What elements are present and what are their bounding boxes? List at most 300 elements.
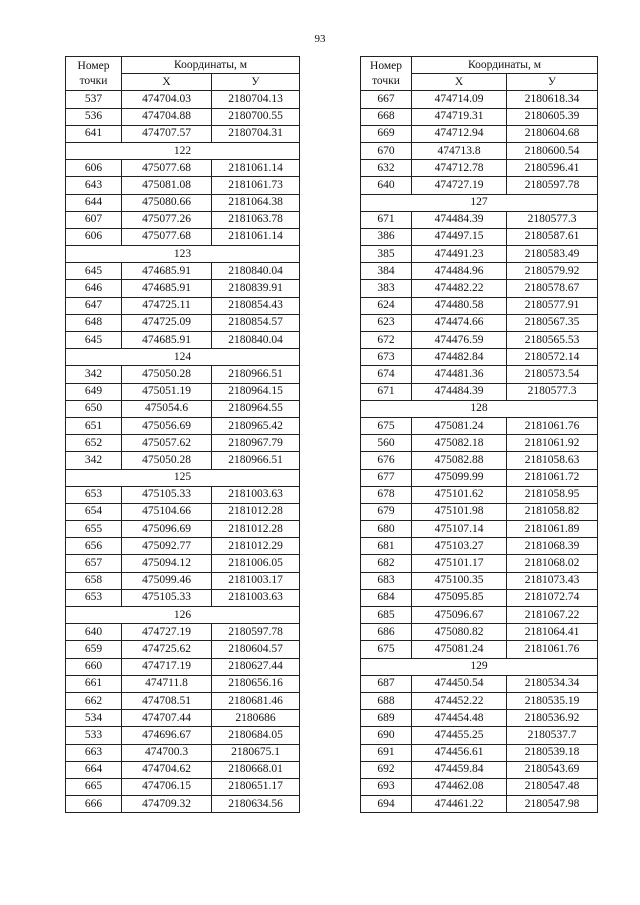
x-coordinate-cell: 474685.91 [122,332,212,349]
point-number-cell: 385 [361,246,412,263]
point-number-cell: 640 [66,624,122,641]
point-number-cell: 623 [361,314,412,331]
point-number-cell: 691 [361,744,412,761]
x-coordinate-cell: 474725.09 [122,314,212,331]
point-number-cell: 560 [361,435,412,452]
table-row [361,228,598,245]
y-coordinate-cell: 2181012.28 [212,503,300,520]
point-number-cell: 533 [66,727,122,744]
table-row [361,538,598,555]
point-number-cell: 666 [66,796,122,813]
x-coordinate-cell: 474484.96 [412,263,507,280]
table-row [66,366,300,383]
point-number-cell: 650 [66,400,122,417]
table-row [361,177,598,194]
table-row [66,297,300,314]
point-number-cell: 645 [66,332,122,349]
table-row [66,211,300,228]
x-coordinate-cell: 475077.68 [122,160,212,177]
y-coordinate-cell: 2180547.48 [507,778,598,795]
x-coordinate-cell: 475051.19 [122,383,212,400]
table-row [361,727,598,744]
x-coordinate-cell: 474725.11 [122,297,212,314]
x-coordinate-cell: 475050.28 [122,452,212,469]
table-row [361,280,598,297]
section-number: 124 [66,349,300,366]
point-number-cell: 672 [361,332,412,349]
x-coordinate-cell: 474484.39 [412,383,507,400]
point-number-cell: 668 [361,108,412,125]
point-header-line2: точки [79,74,108,87]
point-number-cell: 640 [361,177,412,194]
point-number-cell: 654 [66,503,122,520]
y-coordinate-cell: 2181061.73 [212,177,300,194]
x-coordinate-cell: 474712.78 [412,160,507,177]
x-coordinate-cell: 474491.23 [412,246,507,263]
table-row [361,297,598,314]
y-coordinate-cell: 2181064.41 [507,624,598,641]
y-coordinate-cell: 2180854.57 [212,314,300,331]
table-row [361,469,598,486]
x-coordinate-cell: 474474.66 [412,314,507,331]
table-row [361,624,598,641]
y-coordinate-cell: 2181058.63 [507,452,598,469]
point-number-cell: 683 [361,572,412,589]
point-number-cell: 651 [66,417,122,434]
point-number-cell: 660 [66,658,122,675]
y-header: У [507,74,598,91]
point-number-cell: 606 [66,228,122,245]
point-number-cell: 678 [361,486,412,503]
point-number-cell: 669 [361,125,412,142]
section-number: 129 [361,658,598,675]
table-row [361,503,598,520]
table-row [66,314,300,331]
y-coordinate-cell: 2180547.98 [507,796,598,813]
section-row [66,246,300,263]
table-row [66,417,300,434]
table-row [361,796,598,813]
point-number-cell: 632 [361,160,412,177]
y-coordinate-cell: 2181067.22 [507,607,598,624]
point-number-cell: 641 [66,125,122,142]
y-coordinate-cell: 2180578.67 [507,280,598,297]
y-coordinate-cell: 2180839.91 [212,280,300,297]
table-row [66,641,300,658]
y-coordinate-cell: 2180604.68 [507,125,598,142]
y-coordinate-cell: 2180627.44 [212,658,300,675]
y-coordinate-cell: 2181058.82 [507,503,598,520]
point-number-cell: 671 [361,383,412,400]
point-number-cell: 643 [66,177,122,194]
table-row [361,692,598,709]
x-coordinate-cell: 475096.67 [412,607,507,624]
y-header: У [212,74,300,91]
table-row [66,160,300,177]
table-row [66,383,300,400]
x-coordinate-cell: 475096.69 [122,521,212,538]
table-row [361,572,598,589]
point-number-cell: 680 [361,521,412,538]
table-row [361,761,598,778]
table-row [66,228,300,245]
x-coordinate-cell: 474714.09 [412,91,507,108]
table-row [361,417,598,434]
table-row [361,589,598,606]
x-coordinate-cell: 474696.67 [122,727,212,744]
table-row [361,486,598,503]
point-number-cell: 673 [361,349,412,366]
table-row [66,263,300,280]
y-coordinate-cell: 2181061.76 [507,641,598,658]
x-coordinate-cell: 475100.35 [412,572,507,589]
table-row [66,503,300,520]
point-number-cell: 693 [361,778,412,795]
y-coordinate-cell: 2181063.78 [212,211,300,228]
section-number: 122 [66,142,300,159]
x-coordinate-cell: 474707.44 [122,710,212,727]
table-row [361,91,598,108]
point-number-cell: 648 [66,314,122,331]
table-row [66,194,300,211]
x-coordinate-cell: 475050.28 [122,366,212,383]
table-row [66,538,300,555]
y-coordinate-cell: 2180583.49 [507,246,598,263]
point-number-cell: 537 [66,91,122,108]
x-coordinate-cell: 475077.26 [122,211,212,228]
point-number-cell: 681 [361,538,412,555]
coordinates-table-left [65,56,300,813]
coordinates-body-left [66,91,300,813]
section-row [66,349,300,366]
y-coordinate-cell: 2180537.7 [507,727,598,744]
y-coordinate-cell: 2180854.43 [212,297,300,314]
point-number-cell: 342 [66,452,122,469]
point-header-line1: Номер [77,59,110,72]
x-coordinate-cell: 475101.17 [412,555,507,572]
point-number-cell: 607 [66,211,122,228]
coordinates-body-right [361,91,598,813]
x-coordinate-cell: 474456.61 [412,744,507,761]
y-coordinate-cell: 2181064.38 [212,194,300,211]
section-row [361,194,598,211]
section-number: 127 [361,194,598,211]
x-coordinate-cell: 474497.15 [412,228,507,245]
x-coordinate-cell: 474707.57 [122,125,212,142]
y-coordinate-cell: 2181061.92 [507,435,598,452]
x-coordinate-cell: 474461.22 [412,796,507,813]
y-coordinate-cell: 2180966.51 [212,452,300,469]
y-coordinate-cell: 2181061.14 [212,228,300,245]
y-coordinate-cell: 2180684.05 [212,727,300,744]
table-row [361,314,598,331]
y-coordinate-cell: 2180565.53 [507,332,598,349]
y-coordinate-cell: 2181061.14 [212,160,300,177]
point-number-cell: 684 [361,589,412,606]
y-coordinate-cell: 2180577.3 [507,383,598,400]
point-number-cell: 384 [361,263,412,280]
point-number-cell: 656 [66,538,122,555]
page-number: 93 [314,33,326,45]
y-coordinate-cell: 2180572.14 [507,349,598,366]
y-coordinate-cell: 2180587.61 [507,228,598,245]
point-number-cell: 386 [361,228,412,245]
y-coordinate-cell: 2180577.91 [507,297,598,314]
table-row [361,349,598,366]
table-row [361,383,598,400]
point-number-cell: 649 [66,383,122,400]
y-coordinate-cell: 2180686 [212,710,300,727]
point-number-cell: 667 [361,91,412,108]
y-coordinate-cell: 2180597.78 [507,177,598,194]
table-row [66,796,300,813]
table-row [361,607,598,624]
y-coordinate-cell: 2181012.28 [212,521,300,538]
y-coordinate-cell: 2180579.92 [507,263,598,280]
point-number-cell: 653 [66,486,122,503]
x-coordinate-cell: 475081.08 [122,177,212,194]
y-coordinate-cell: 2180597.78 [212,624,300,641]
section-number: 128 [361,400,598,417]
y-coordinate-cell: 2181073.43 [507,572,598,589]
y-coordinate-cell: 2180840.04 [212,332,300,349]
coordinates-header: Координаты, м [122,57,300,74]
y-coordinate-cell: 2180543.69 [507,761,598,778]
point-number-header [66,57,122,91]
x-coordinate-cell: 474459.84 [412,761,507,778]
table-row [361,641,598,658]
section-row [66,469,300,486]
x-coordinate-cell: 474484.39 [412,211,507,228]
y-coordinate-cell: 2181068.39 [507,538,598,555]
point-header-line1: Номер [370,59,402,72]
x-coordinate-cell: 474708.51 [122,692,212,709]
table-row [361,142,598,159]
x-coordinate-cell: 475094.12 [122,555,212,572]
x-coordinate-cell: 474450.54 [412,675,507,692]
y-coordinate-cell: 2181003.63 [212,589,300,606]
x-coordinate-cell: 474685.91 [122,280,212,297]
y-coordinate-cell: 2180966.51 [212,366,300,383]
y-coordinate-cell: 2180573.54 [507,366,598,383]
x-coordinate-cell: 474454.48 [412,710,507,727]
table-row [66,658,300,675]
point-number-cell: 679 [361,503,412,520]
y-coordinate-cell: 2181058.95 [507,486,598,503]
coordinates-header: Координаты, м [412,57,598,74]
point-number-cell: 685 [361,607,412,624]
y-coordinate-cell: 2180704.13 [212,91,300,108]
point-number-cell: 657 [66,555,122,572]
x-coordinate-cell: 475077.68 [122,228,212,245]
point-number-cell: 624 [361,297,412,314]
table-row [361,160,598,177]
table-row [361,555,598,572]
x-coordinate-cell: 474727.19 [122,624,212,641]
x-coordinate-cell: 474462.08 [412,778,507,795]
x-coordinate-cell: 475056.69 [122,417,212,434]
point-number-cell: 658 [66,572,122,589]
table-row [361,675,598,692]
x-coordinate-cell: 474704.88 [122,108,212,125]
y-coordinate-cell: 2180668.01 [212,761,300,778]
x-coordinate-cell: 475057.62 [122,435,212,452]
table-row [66,108,300,125]
x-coordinate-cell: 474455.25 [412,727,507,744]
point-header-line2: точки [372,74,400,87]
table-row [66,778,300,795]
table-row [66,727,300,744]
table-row [66,710,300,727]
table-row [361,452,598,469]
table-row [66,589,300,606]
x-coordinate-cell: 474712.94 [412,125,507,142]
x-coordinate-cell: 475080.82 [412,624,507,641]
x-header: X [412,74,507,91]
table-row [66,332,300,349]
x-coordinate-cell: 475081.24 [412,417,507,434]
point-number-cell: 646 [66,280,122,297]
y-coordinate-cell: 2180577.3 [507,211,598,228]
x-coordinate-cell: 474452.22 [412,692,507,709]
x-coordinate-cell: 474704.03 [122,91,212,108]
x-coordinate-cell: 475105.33 [122,589,212,606]
y-coordinate-cell: 2180567.35 [507,314,598,331]
point-number-header [361,57,412,91]
section-row [361,400,598,417]
y-coordinate-cell: 2181012.29 [212,538,300,555]
y-coordinate-cell: 2180964.15 [212,383,300,400]
table-row [66,761,300,778]
point-number-cell: 663 [66,744,122,761]
point-number-cell: 383 [361,280,412,297]
point-number-cell: 692 [361,761,412,778]
table-row [66,400,300,417]
y-coordinate-cell: 2180675.1 [212,744,300,761]
point-number-cell: 342 [66,366,122,383]
table-row [66,125,300,142]
y-coordinate-cell: 2180651.17 [212,778,300,795]
x-coordinate-cell: 474727.19 [412,177,507,194]
y-coordinate-cell: 2180700.55 [212,108,300,125]
point-number-cell: 665 [66,778,122,795]
y-coordinate-cell: 2181061.72 [507,469,598,486]
section-row [66,607,300,624]
y-coordinate-cell: 2181072.74 [507,589,598,606]
section-number: 123 [66,246,300,263]
point-number-cell: 690 [361,727,412,744]
table-row [361,125,598,142]
x-coordinate-cell: 475082.18 [412,435,507,452]
y-coordinate-cell: 2180656.16 [212,675,300,692]
y-coordinate-cell: 2180596.41 [507,160,598,177]
y-coordinate-cell: 2181061.89 [507,521,598,538]
table-row [66,555,300,572]
point-number-cell: 682 [361,555,412,572]
y-coordinate-cell: 2181003.63 [212,486,300,503]
table-row [66,486,300,503]
x-coordinate-cell: 474704.62 [122,761,212,778]
y-coordinate-cell: 2180534.34 [507,675,598,692]
point-number-cell: 675 [361,417,412,434]
point-number-cell: 662 [66,692,122,709]
point-number-cell: 534 [66,710,122,727]
point-number-cell: 652 [66,435,122,452]
x-coordinate-cell: 475081.24 [412,641,507,658]
point-number-cell: 645 [66,263,122,280]
section-row [66,142,300,159]
point-number-cell: 661 [66,675,122,692]
y-coordinate-cell: 2181006.05 [212,555,300,572]
x-coordinate-cell: 475105.33 [122,486,212,503]
table-row [361,366,598,383]
x-coordinate-cell: 474709.32 [122,796,212,813]
y-coordinate-cell: 2180535.19 [507,692,598,709]
table-row [361,435,598,452]
point-number-cell: 671 [361,211,412,228]
y-coordinate-cell: 2180634.56 [212,796,300,813]
x-coordinate-cell: 475104.66 [122,503,212,520]
x-coordinate-cell: 475092.77 [122,538,212,555]
point-number-cell: 675 [361,641,412,658]
y-coordinate-cell: 2180964.55 [212,400,300,417]
table-row [66,675,300,692]
point-number-cell: 606 [66,160,122,177]
x-coordinate-cell: 475101.98 [412,503,507,520]
table-row [66,435,300,452]
table-row [66,692,300,709]
x-coordinate-cell: 475054.6 [122,400,212,417]
table-row [361,744,598,761]
point-number-cell: 688 [361,692,412,709]
y-coordinate-cell: 2180704.31 [212,125,300,142]
x-coordinate-cell: 475099.99 [412,469,507,486]
x-coordinate-cell: 474481.36 [412,366,507,383]
x-coordinate-cell: 474482.22 [412,280,507,297]
table-row [361,521,598,538]
point-number-cell: 689 [361,710,412,727]
table-row [66,177,300,194]
point-number-cell: 655 [66,521,122,538]
section-number: 126 [66,607,300,624]
x-coordinate-cell: 475101.62 [412,486,507,503]
x-coordinate-cell: 474706.15 [122,778,212,795]
x-coordinate-cell: 475082.88 [412,452,507,469]
x-coordinate-cell: 475080.66 [122,194,212,211]
y-coordinate-cell: 2180965.42 [212,417,300,434]
table-row [66,452,300,469]
y-coordinate-cell: 2181068.02 [507,555,598,572]
table-row [361,332,598,349]
x-coordinate-cell: 474482.84 [412,349,507,366]
table-row [66,572,300,589]
y-coordinate-cell: 2181061.76 [507,417,598,434]
x-coordinate-cell: 474719.31 [412,108,507,125]
x-coordinate-cell: 475103.27 [412,538,507,555]
x-coordinate-cell: 475107.14 [412,521,507,538]
y-coordinate-cell: 2180605.39 [507,108,598,125]
table-row [361,246,598,263]
section-row [361,658,598,675]
point-number-cell: 674 [361,366,412,383]
y-coordinate-cell: 2180618.34 [507,91,598,108]
table-row [66,624,300,641]
point-number-cell: 644 [66,194,122,211]
table-row [361,211,598,228]
x-coordinate-cell: 474480.58 [412,297,507,314]
point-number-cell: 677 [361,469,412,486]
y-coordinate-cell: 2180539.18 [507,744,598,761]
